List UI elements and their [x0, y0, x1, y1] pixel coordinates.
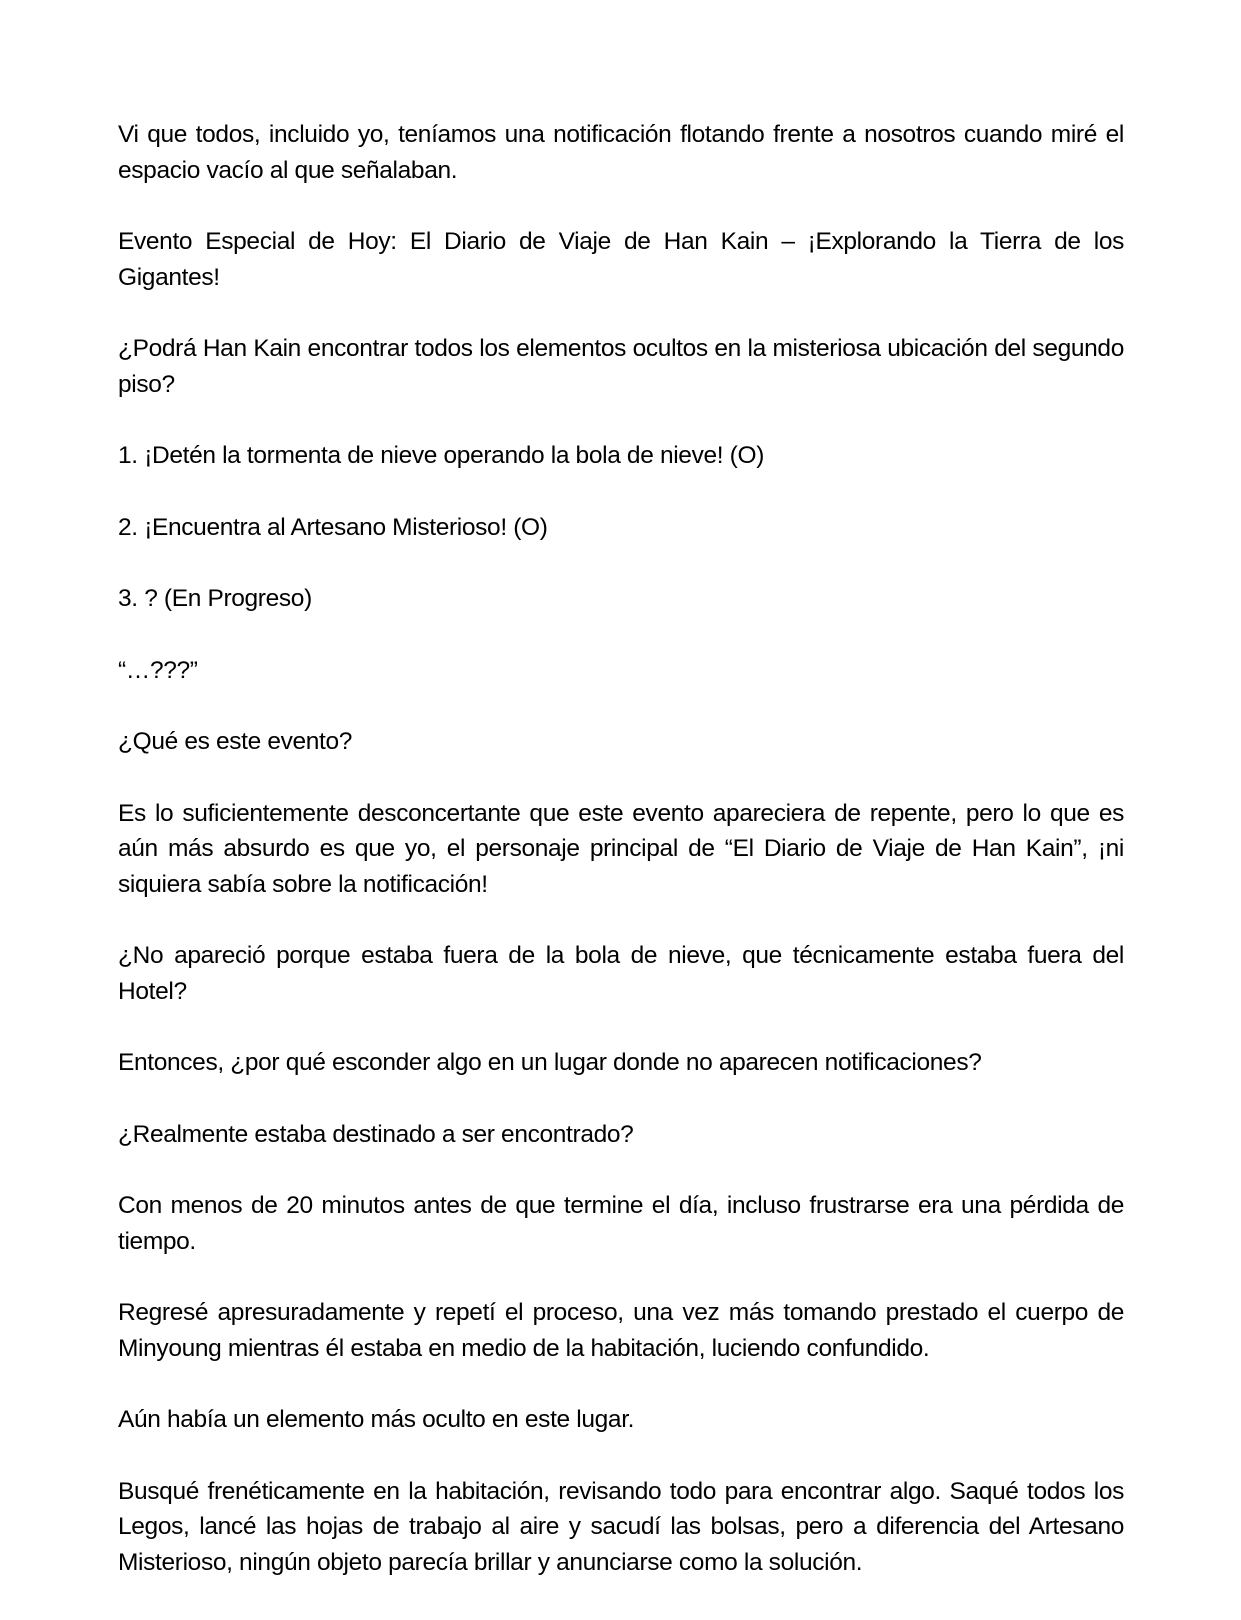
list-item: 2. ¡Encuentra al Artesano Misterioso! (O) — [118, 513, 548, 541]
list-item: 1. ¡Detén la tormenta de nieve operando la bola de nieve! (O) — [118, 442, 765, 469]
paragraph: Con menos de 20 minutos antes de que termine el día, incluso frustrarse era una pérdida de tiempo. — [118, 1192, 1124, 1255]
paragraph: Busqué frenéticamente en la habitación, revisando todo para encontrar algo. Saqué todos los Legos, lancé las hojas de trabajo al aire y sacudí las bolsas, pero a diferencia del Artesano Misterioso, ningún objeto parecía brillar y anunciarse como la solución. — [118, 1477, 1124, 1576]
paragraph: “…???” — [118, 656, 198, 684]
paragraph: Regresé apresuradamente y repetí el proceso, una vez más tomando prestado el cuerpo de Minyoung mientras él estaba en medio de la habitación, luciendo confundido. — [118, 1299, 1124, 1362]
paragraph: Aún había un elemento más oculto en este lugar. — [118, 1406, 635, 1433]
document-body — [118, 117, 1124, 1580]
paragraph: ¿Realmente estaba destinado a ser encontrado? — [118, 1120, 634, 1148]
paragraph: ¿Qué es este evento? — [118, 728, 353, 755]
paragraph: Evento Especial de Hoy: El Diario de Viaje de Han Kain – ¡Explorando la Tierra de los Gigantes! — [118, 228, 1124, 291]
paragraph: ¿No apareció porque estaba fuera de la bola de nieve, que técnicamente estaba fuera del Hotel? — [118, 942, 1124, 1005]
paragraph: Vi que todos, incluido yo, teníamos una notificación flotando frente a nosotros cuando miré el espacio vacío al que señalaban. — [118, 121, 1124, 184]
list-item: 3. ? (En Progreso) — [118, 585, 312, 612]
paragraph: Entonces, ¿por qué esconder algo en un lugar donde no aparecen notificaciones? — [118, 1049, 982, 1076]
paragraph: ¿Podrá Han Kain encontrar todos los elementos ocultos en la misteriosa ubicación del segundo piso? — [118, 335, 1124, 398]
paragraph: Es lo suficientemente desconcertante que este evento apareciera de repente, pero lo que es aún más absurdo es que yo, el personaje principal de “El Diario de Viaje de Han Kain”, ¡ni siquiera sabía sobre la notificación! — [118, 799, 1124, 898]
